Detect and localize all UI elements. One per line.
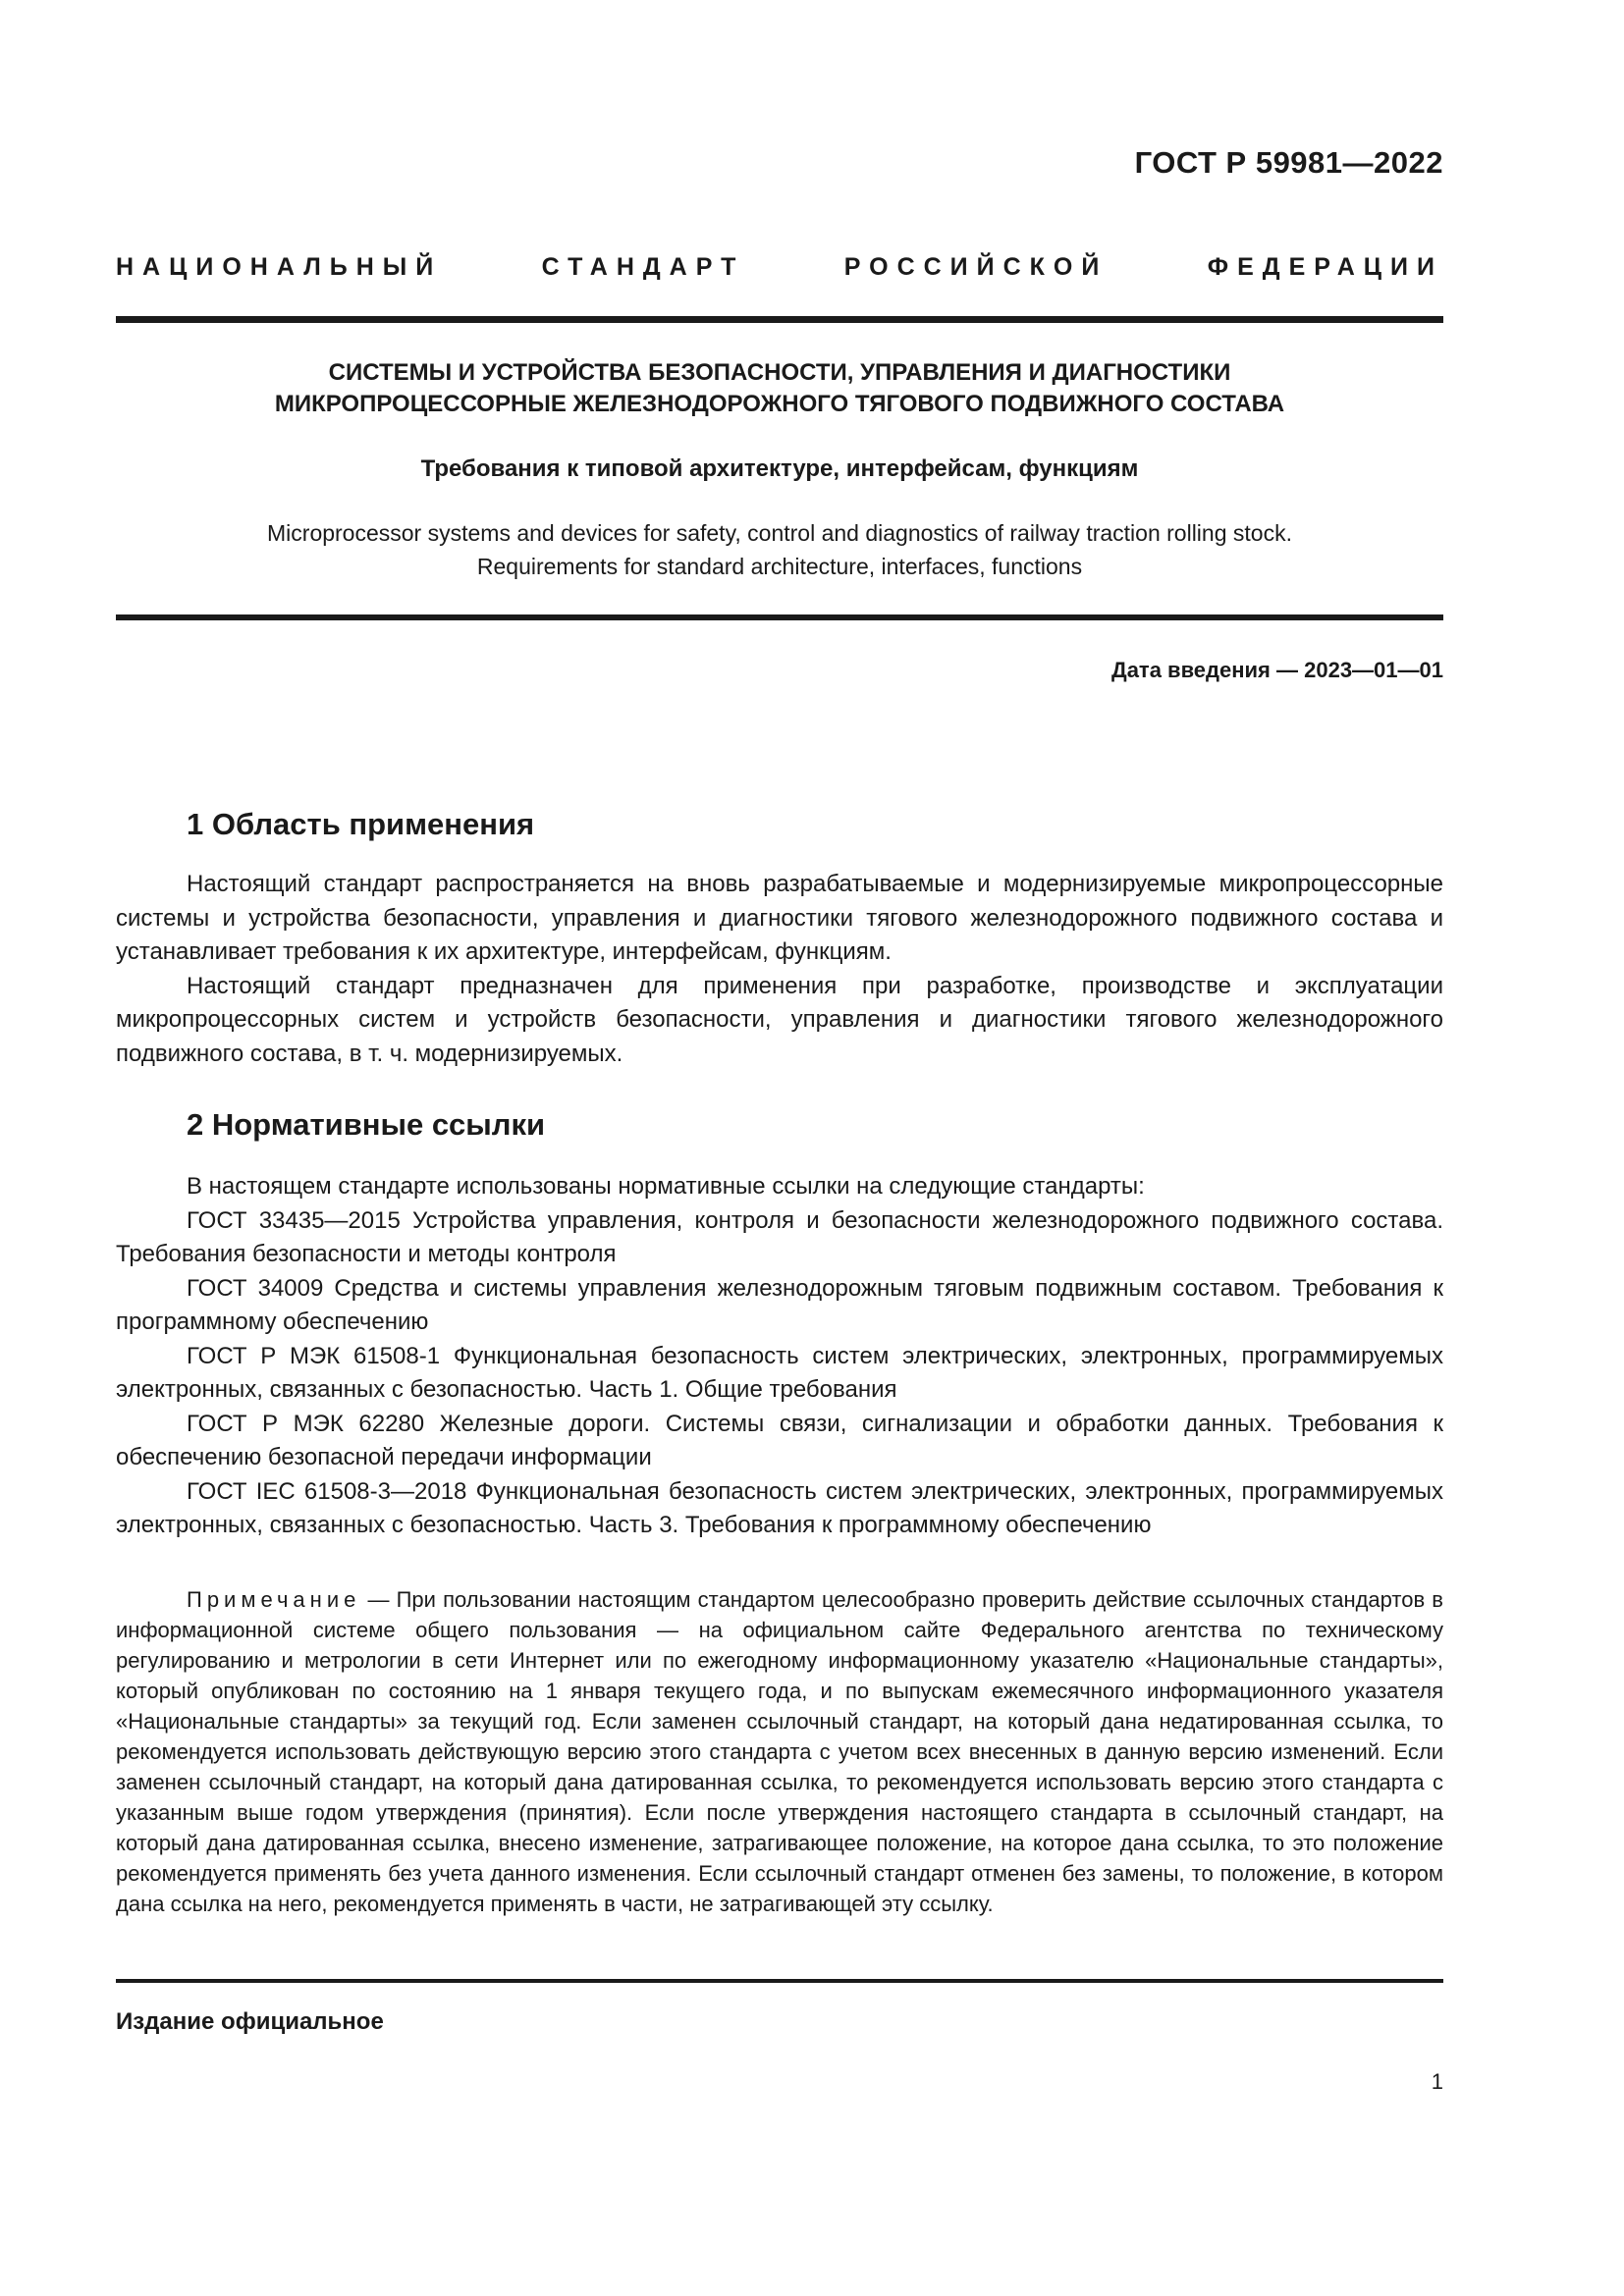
document-page xyxy=(116,0,1443,2296)
reference-item: ГОСТ Р МЭК 61508-1 Функциональная безопасность систем электрических, электронных, программируемых электронных, связанных с безопасностью. Часть 1. Общие требования xyxy=(116,1342,1443,1403)
section-2-heading: 2 Нормативные ссылки xyxy=(187,1107,546,1142)
subtitle-russian: Требования к типовой архитектуре, интерфейсам, функциям xyxy=(420,455,1139,482)
reference-item: ГОСТ 33435—2015 Устройства управления, контроля и безопасности железнодорожного подвижного состава. Требования безопасности и методы контроля xyxy=(116,1206,1443,1267)
title-english xyxy=(116,516,1443,583)
introduction-date: Дата введения — 2023—01—01 xyxy=(1111,658,1443,682)
section-1-body xyxy=(116,868,1443,1071)
note xyxy=(116,1584,1443,1919)
footer-divider xyxy=(116,1979,1443,1983)
note-label: Примечание xyxy=(187,1587,361,1612)
title-line-2: МИКРОПРОЦЕССОРНЫЕ ЖЕЛЕЗНОДОРОЖНОГО ТЯГОВОГО ПОДВИЖНОГО СОСТАВА xyxy=(274,391,1285,417)
paragraph: Настоящий стандарт распространяется на вновь разрабатываемые и модернизируемые микропроцессорные системы и устройства безопасности, управления и диагностики тягового железнодорожного подвижного состава и устанавливает требования к их архитектуре, интерфейсам, функциям. xyxy=(116,871,1443,965)
national-standard-banner: НАЦИОНАЛЬНЫЙ СТАНДАРТ РОССИЙСКОЙ ФЕДЕРАЦИИ xyxy=(116,253,1443,281)
page-number: 1 xyxy=(1431,2069,1443,2094)
section-2-body xyxy=(116,1170,1443,1543)
note-paragraph xyxy=(116,1584,1443,1919)
section-1-heading: 1 Область применения xyxy=(187,807,535,841)
reference-item: ГОСТ Р МЭК 62280 Железные дороги. Системы связи, сигнализации и обработки данных. Требования к обеспечению безопасной передачи информации xyxy=(116,1410,1443,1470)
official-edition-label: Издание официальное xyxy=(116,2008,384,2035)
paragraph: Настоящий стандарт предназначен для применения при разработке, производстве и эксплуатации микропроцессорных систем и устройств безопасности, управления и диагностики тягового железнодорожного подвижного состава, в т. ч. модернизируемых. xyxy=(116,972,1443,1067)
title-divider xyxy=(116,614,1443,620)
title-en-line-1: Microprocessor systems and devices for safety, control and diagnostics of railway traction rolling stock. xyxy=(267,520,1292,546)
paragraph: В настоящем стандарте использованы нормативные ссылки на следующие стандарты: xyxy=(187,1173,1145,1200)
title-line-1: СИСТЕМЫ И УСТРОЙСТВА БЕЗОПАСНОСТИ, УПРАВЛЕНИЯ И ДИАГНОСТИКИ xyxy=(328,359,1231,386)
title-russian xyxy=(116,357,1443,420)
reference-item: ГОСТ IEC 61508-3—2018 Функциональная безопасность систем электрических, электронных, программируемых электронных, связанных с безопасностью. Часть 3. Требования к программному обеспечению xyxy=(116,1477,1443,1538)
reference-item: ГОСТ 34009 Средства и системы управления железнодорожным тяговым подвижным составом. Требования к программному обеспечению xyxy=(116,1274,1443,1335)
top-divider xyxy=(116,316,1443,323)
standard-number: ГОСТ Р 59981—2022 xyxy=(1134,145,1443,180)
note-text: — При пользовании настоящим стандартом целесообразно проверить действие ссылочных стандартов в информационной системе общего пользования — на официальном сайте Федерального агентства по техническому регулированию и метрологии в сети Интернет или по ежегодному информационному указателю «Национальные стандарты», который опубликован по состоянию на 1 января текущего года, и по выпускам ежемесячного информационного указателя «Национальные стандарты» за текущий год. Если заменен ссылочный стандарт, на который дана недатированная ссылка, то рекомендуется использовать действующую версию этого стандарта с учетом всех внесенных в данную версию изменений. Если заменен ссылочный стандарт, на который дана датированная ссылка, то рекомендуется использовать версию этого стандарта с указанным выше годом утверждения (принятия). Если после утверждения настоящего стандарта в ссылочный стандарт, на который дана датированная ссылка, внесено изменение, затрагивающее положение, на которое дана ссылка, то это положение рекомендуется применять без учета данного изменения. Если ссылочный стандарт отменен без замены, то положение, в котором дана ссылка на него, рекомендуется применять в части, не затрагивающей эту ссылку. xyxy=(116,1587,1443,1916)
title-en-line-2: Requirements for standard architecture, interfaces, functions xyxy=(476,554,1083,579)
